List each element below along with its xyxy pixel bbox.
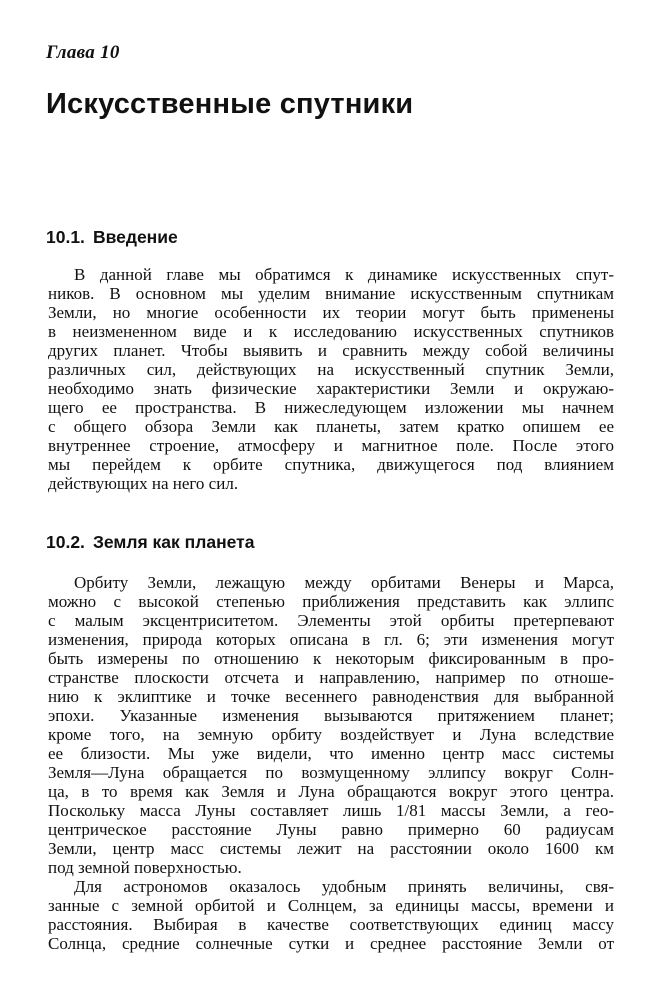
text-line: других планет. Чтобы выявить и сравнить между собой величины [48,341,614,360]
text-line: с общего обзора Земли как планеты, затем кратко опишем ее [48,417,614,436]
text-line: Земля—Луна обращается по возмущенному эллипсу вокруг Солн- [48,763,614,782]
text-line: различных сил, действующих на искусственный спутник Земли, [48,360,614,379]
text-line: центрическое расстояние Луны равно примерно 60 радиусам [48,820,614,839]
text-line: Поскольку масса Луны составляет лишь 1/81 массы Земли, а гео- [48,801,614,820]
text-line: расстояния. Выбирая в качестве соответствующих единиц массу [48,915,614,934]
text-line: нию к эклиптике и точке весеннего равноденствия для выбранной [48,687,614,706]
section-number: 10.1. [46,227,85,247]
section-title: Земля как планета [92,532,255,552]
text-line: ее близости. Мы уже видели, что именно центр масс системы [48,744,614,763]
paragraph [48,265,614,493]
text-line: внутреннее строение, атмосферу и магнитное поле. После этого [48,436,614,455]
text-line: щего ее пространства. В нижеследующем изложении мы начнем [48,398,614,417]
paragraph [48,877,614,953]
text-line: можно с высокой степенью приближения представить как эллипс [48,592,614,611]
text-line: с малым эксцентриситетом. Элементы этой орбиты претерпевают [48,611,614,630]
text-line: Солнца, средние солнечные сутки и среднее расстояние Земли от [48,934,614,953]
text-line: Орбиту Земли, лежащую между орбитами Венеры и Марса, [74,573,614,592]
text-line: мы перейдем к орбите спутника, движущегося под влиянием [48,455,614,474]
text-line: кроме того, на земную орбиту воздействует и Луна вследствие [48,725,614,744]
text-line: под земной поверхностью. [48,858,242,877]
text-line: быть измерены по отношению к некоторым фиксированным в про- [48,649,614,668]
section-body-introduction [48,265,614,493]
text-line: В данной главе мы обратимся к динамике искусственных спут- [74,265,614,284]
text-line: ца, в то время как Земля и Луна обращаются вокруг этого центра. [48,782,614,801]
section-number: 10.2. [46,532,85,552]
text-line: Земли, центр масс системы лежит на расстоянии около 1600 км [48,839,614,858]
text-line: эпохи. Указанные изменения вызываются притяжением планет; [48,706,614,725]
section-heading-earth-as-planet [46,532,254,553]
section-heading-introduction [46,227,178,248]
text-line: занные с земной орбитой и Солнцем, за единицы массы, времени и [48,896,614,915]
text-line: действующих на него сил. [48,474,239,493]
text-line: необходимо знать физические характеристики Земли и окружаю- [48,379,614,398]
text-line: Для астрономов оказалось удобным принять величины, свя- [74,877,614,896]
section-body-earth-as-planet [48,573,614,953]
chapter-label: Глава 10 [46,42,120,63]
text-line: изменения, природа которых описана в гл. 6; эти изменения могут [48,630,614,649]
text-line: в неизмененном виде и к исследованию искусственных спутников [48,322,614,341]
section-title: Введение [92,227,178,247]
chapter-title: Искусственные спутники [46,88,414,120]
paragraph [48,573,614,877]
text-line: ников. В основном мы уделим внимание искусственным спутникам [48,284,614,303]
text-line: странстве плоскости отсчета и направлению, например по отноше- [48,668,614,687]
text-line: Земли, но многие особенности их теории могут быть применены [48,303,614,322]
